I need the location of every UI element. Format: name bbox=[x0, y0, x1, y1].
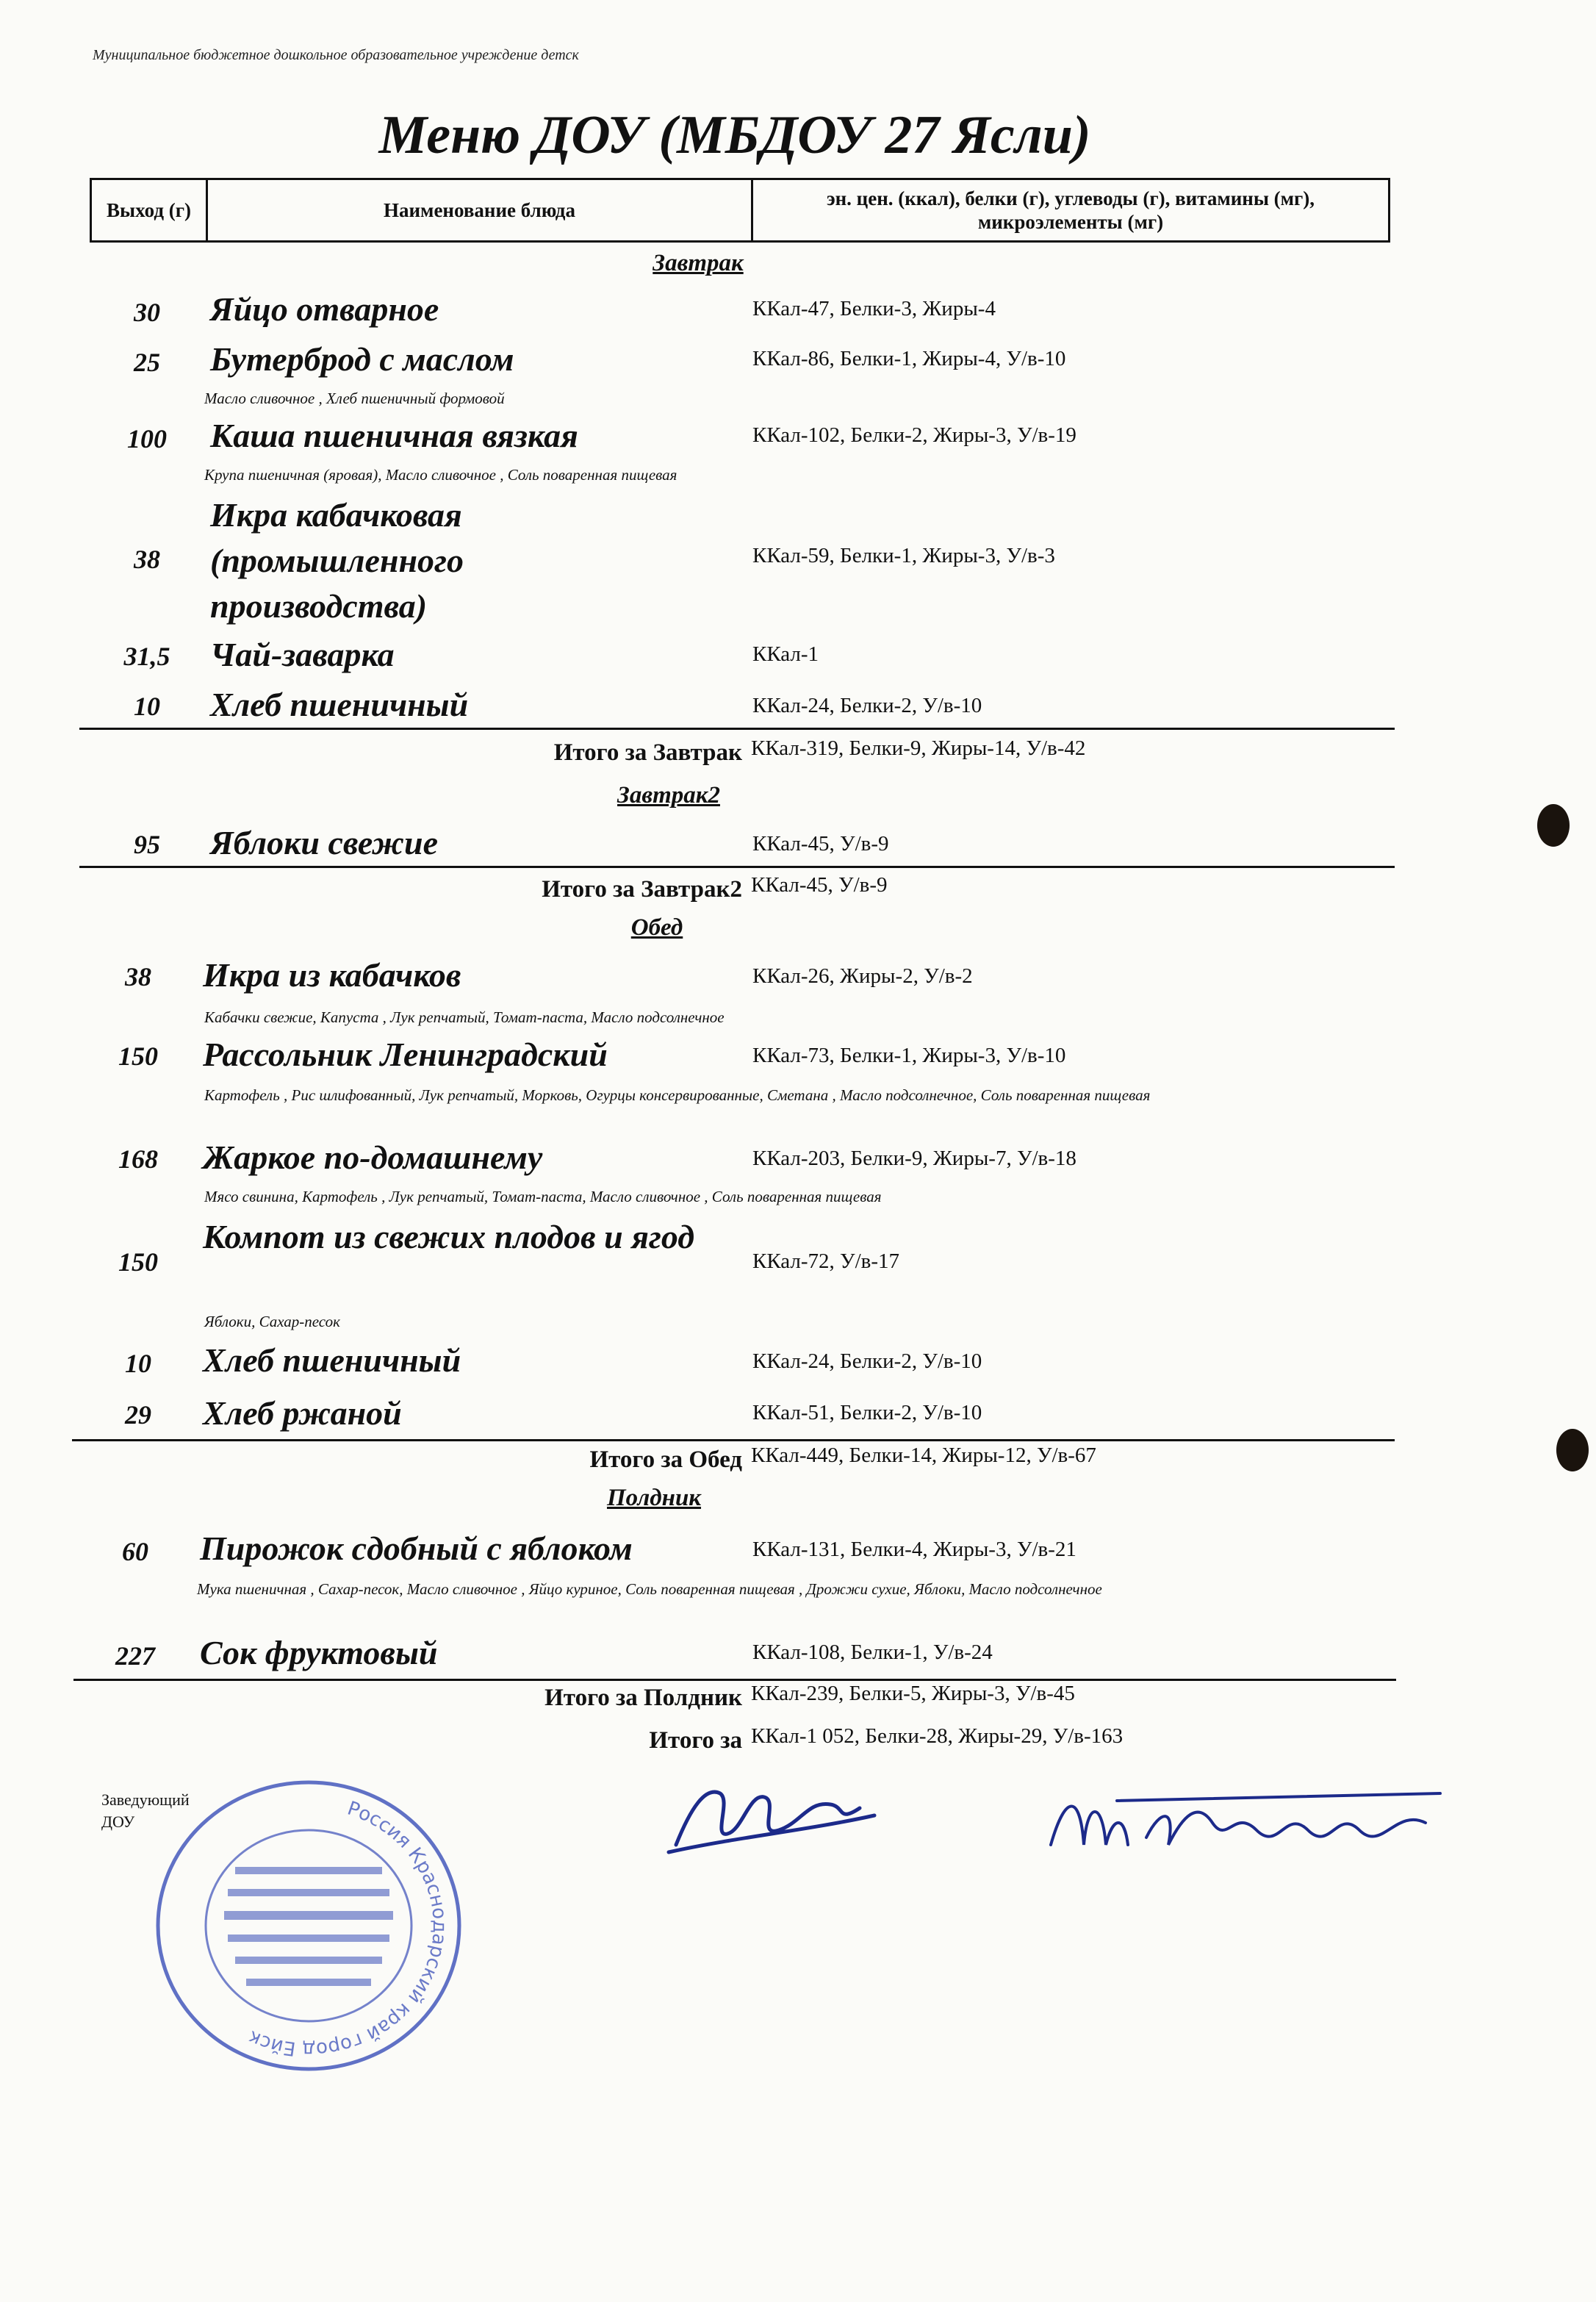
dish-name: Икра из кабачков bbox=[203, 956, 461, 994]
section-divider bbox=[79, 728, 1395, 730]
dish-nutrition: ККал-59, Белки-1, Жиры-3, У/в-3 bbox=[752, 544, 1055, 567]
grand-total-value: ККал-1 052, Белки-28, Жиры-29, У/в-163 bbox=[751, 1724, 1124, 1748]
dish-qty: 227 bbox=[115, 1641, 155, 1671]
total-label: Итого за Завтрак bbox=[553, 739, 742, 766]
dish-name: Яйцо отварное bbox=[210, 290, 439, 328]
dish-nutrition: ККал-72, У/в-17 bbox=[752, 1249, 899, 1273]
total-label: Итого за Полдник bbox=[544, 1685, 742, 1711]
dish-qty: 25 bbox=[134, 348, 160, 377]
total-value: ККал-319, Белки-9, Жиры-14, У/в-42 bbox=[751, 736, 1086, 760]
dish-name: Сок фруктовый bbox=[200, 1634, 438, 1671]
table-header bbox=[90, 178, 1390, 243]
section-title: Обед bbox=[630, 914, 683, 941]
dish-nutrition: ККал-26, Жиры-2, У/в-2 bbox=[752, 964, 973, 988]
dish-name: Пирожок сдобный с яблоком bbox=[200, 1530, 633, 1567]
signature-label: Заведующий ДОУ bbox=[101, 1790, 190, 1831]
dish-ingredients: Мясо свинина, Картофель , Лук репчатый, Томат-паста, Масло сливочное , Соль поваренная пищевая bbox=[204, 1188, 882, 1205]
dish-ingredients: Мука пшеничная , Сахар-песок, Масло сливочное , Яйцо куриное, Соль поваренная пищевая , Дрожжи сухие, Яблоки, Масло подсолнечное bbox=[197, 1580, 1102, 1598]
dish-ingredients: Масло сливочное , Хлеб пшеничный формовой bbox=[204, 390, 505, 407]
total-value: ККал-449, Белки-14, Жиры-12, У/в-67 bbox=[751, 1444, 1096, 1467]
dish-qty: 10 bbox=[125, 1349, 151, 1378]
total-label: Итого за Завтрак2 bbox=[542, 876, 742, 903]
page-title: Меню ДОУ (МБДОУ 27 Ясли) bbox=[378, 105, 1091, 165]
dish-nutrition: ККал-108, Белки-1, У/в-24 bbox=[752, 1641, 993, 1664]
dish-name: Компот из свежих плодов и ягод bbox=[203, 1218, 695, 1255]
section-divider bbox=[72, 1439, 1395, 1441]
dish-name: Жаркое по-домашнему bbox=[203, 1139, 543, 1176]
dish-name: Хлеб пшеничный bbox=[203, 1341, 461, 1379]
dish-name: Хлеб ржаной bbox=[203, 1394, 402, 1432]
section-title: Завтрак2 bbox=[617, 782, 720, 808]
punch-hole bbox=[1556, 1429, 1589, 1471]
total-value: ККал-45, У/в-9 bbox=[751, 873, 888, 897]
dish-qty: 30 bbox=[134, 298, 160, 327]
section-divider bbox=[73, 1679, 1396, 1681]
dish-name: Хлеб пшеничный bbox=[210, 686, 469, 723]
dish-nutrition: ККал-131, Белки-4, Жиры-3, У/в-21 bbox=[752, 1538, 1076, 1561]
dish-ingredients: Картофель , Рис шлифованный, Лук репчатый, Морковь, Огурцы консервированные, Сметана , Масло подсолнечное, Соль поваренная пищевая bbox=[204, 1086, 1151, 1104]
dish-nutrition: ККал-45, У/в-9 bbox=[752, 832, 889, 856]
section-title: Завтрак bbox=[653, 250, 744, 276]
total-value: ККал-239, Белки-5, Жиры-3, У/в-45 bbox=[751, 1682, 1075, 1705]
dish-qty: 38 bbox=[125, 962, 151, 992]
total-label: Итого за Обед bbox=[589, 1446, 742, 1473]
dish-qty: 168 bbox=[118, 1144, 158, 1174]
dish-name: Икра кабачковая (промышленного производства) bbox=[210, 496, 464, 625]
dish-nutrition: ККал-203, Белки-9, Жиры-7, У/в-18 bbox=[752, 1147, 1076, 1170]
dish-name: Бутерброд с маслом bbox=[210, 340, 514, 378]
dish-nutrition: ККал-73, Белки-1, Жиры-3, У/в-10 bbox=[752, 1044, 1066, 1067]
header-qty: Выход (г) bbox=[92, 180, 208, 240]
dish-nutrition: ККал-102, Белки-2, Жиры-3, У/в-19 bbox=[752, 423, 1076, 447]
signature-1 bbox=[661, 1764, 882, 1867]
dish-qty: 150 bbox=[118, 1247, 158, 1277]
dish-ingredients: Яблоки, Сахар-песок bbox=[204, 1313, 340, 1330]
dish-qty: 150 bbox=[118, 1041, 158, 1071]
grand-total-label: Итого за bbox=[649, 1727, 742, 1754]
dish-name: Яблоки свежие bbox=[210, 824, 438, 861]
dish-name: Чай-заварка bbox=[210, 636, 395, 673]
official-stamp bbox=[147, 1771, 470, 2080]
dish-nutrition: ККал-86, Белки-1, Жиры-4, У/в-10 bbox=[752, 347, 1066, 370]
dish-nutrition: ККал-24, Белки-2, У/в-10 bbox=[752, 694, 982, 717]
signature-2 bbox=[1043, 1779, 1455, 1867]
dish-qty: 10 bbox=[134, 692, 160, 721]
svg-text:Россия Краснодарский край горо: Россия Краснодарский край город Ейск bbox=[245, 1797, 451, 2061]
dish-nutrition: ККал-1 bbox=[752, 642, 819, 666]
dish-name: Каша пшеничная вязкая bbox=[210, 417, 578, 454]
dish-qty: 95 bbox=[134, 830, 160, 859]
section-divider bbox=[79, 866, 1395, 868]
dish-ingredients: Кабачки свежие, Капуста , Лук репчатый, Томат-паста, Масло подсолнечное bbox=[204, 1008, 725, 1026]
dish-qty: 38 bbox=[134, 545, 160, 574]
section-title: Полдник bbox=[606, 1485, 702, 1511]
dish-ingredients: Крупа пшеничная (яровая), Масло сливочное , Соль поваренная пищевая bbox=[204, 466, 677, 484]
dish-qty: 60 bbox=[122, 1537, 148, 1566]
dish-nutrition: ККал-47, Белки-3, Жиры-4 bbox=[752, 297, 996, 320]
dish-nutrition: ККал-24, Белки-2, У/в-10 bbox=[752, 1349, 982, 1373]
dish-qty: 31,5 bbox=[123, 642, 170, 671]
header-dish-name: Наименование блюда bbox=[208, 180, 753, 240]
dish-nutrition: ККал-51, Белки-2, У/в-10 bbox=[752, 1401, 982, 1424]
header-nutrition: эн. цен. (ккал), белки (г), углеводы (г), витамины (мг), микроэлементы (мг) bbox=[826, 187, 1315, 233]
dish-qty: 29 bbox=[125, 1400, 151, 1430]
organization-line: Муниципальное бюджетное дошкольное образовательное учреждение детск bbox=[93, 47, 579, 63]
punch-hole bbox=[1537, 804, 1570, 847]
dish-qty: 100 bbox=[127, 424, 167, 453]
dish-name: Рассольник Ленинградский bbox=[203, 1036, 608, 1073]
